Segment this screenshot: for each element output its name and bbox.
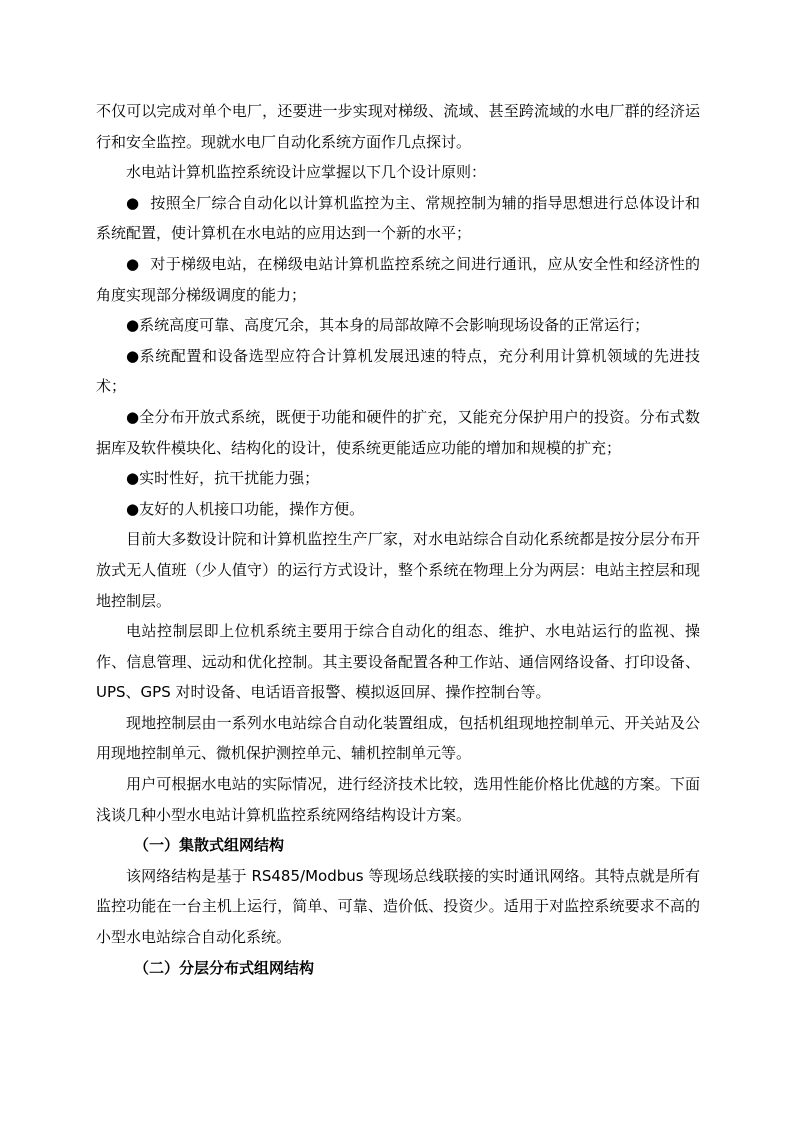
bullet-text: 按照全厂综合自动化以计算机监控为主、常规控制为辅的指导思想进行总体设计和系统配置，使计算机在水电站的应用达到一个新的水平；	[96, 193, 700, 243]
bullet-text: 系统高度可靠、高度冗余，其本身的局部故障不会影响现场设备的正常运行；	[139, 316, 650, 335]
document-page	[96, 96, 700, 983]
bullet-item-principle-7	[96, 494, 700, 525]
bullet-icon: ●	[126, 469, 140, 488]
section-heading-layered-distributed-network: （二）分层分布式组网结构	[134, 958, 315, 977]
paragraph-distributed-network: 该网络结构是基于 RS485/Modbus 等现场总线联接的实时通讯网络。其特点就是所有监控功能在一台主机上运行，简单、可靠、造价低、投资少。适用于对监控系统要求不高的小型水电站综合自动化系统。	[96, 866, 700, 947]
bullet-icon: ●	[126, 193, 140, 212]
bullet-icon: ●	[126, 346, 140, 365]
bullet-text: 实时性好，抗干扰能力强；	[139, 469, 320, 488]
bullet-item-principle-1	[96, 188, 700, 249]
section-heading-distributed-network: （一）集散式组网结构	[134, 836, 285, 855]
bullet-icon: ●	[126, 316, 140, 335]
paragraph-intro-continued: 不仅可以完成对单个电厂，还要进一步实现对梯级、流域、甚至跨流域的水电厂群的经济运行和安全监控。现就水电厂自动化系统方面作几点探讨。	[96, 102, 700, 151]
paragraph-station-control-layer: 电站控制层即上位机系统主要用于综合自动化的组态、维护、水电站运行的监视、操作、信息管理、远动和优化控制。其主要设备配置各种工作站、通信网络设备、打印设备、UPS、GPS 对时设备、电话语音报警、模拟返回屏、操作控制台等。	[96, 622, 700, 702]
bullet-item-principle-6	[96, 463, 700, 494]
paragraph-local-control-layer: 现地控制层由一系列水电站综合自动化装置组成，包括机组现地控制单元、开关站及公用现地控制单元、微机保护测控单元、辅机控制单元等。	[96, 713, 700, 763]
bullet-item-principle-3	[96, 310, 700, 341]
bullet-text: 全分布开放式系统，既便于功能和硬件的扩充，又能充分保护用户的投资。分布式数据库及软件模块化、结构化的设计，使系统更能适应功能的增加和规模的扩充；	[96, 407, 700, 457]
bullet-icon: ●	[126, 407, 140, 426]
bullet-text: 对于梯级电站，在梯级电站计算机监控系统之间进行通讯，应从安全性和经济性的角度实现部分梯级调度的能力；	[96, 254, 700, 304]
bullet-item-principle-4	[96, 341, 700, 402]
paragraph-layered-architecture: 目前大多数设计院和计算机监控生产厂家，对水电站综合自动化系统都是按分层分布开放式无人值班（少人值守）的运行方式设计，整个系统在物理上分为两层：电站主控层和现地控制层。	[96, 530, 700, 610]
paragraph-design-principles-intro: 水电站计算机监控系统设计应掌握以下几个设计原则：	[126, 163, 487, 182]
bullet-icon: ●	[126, 254, 140, 273]
bullet-text: 系统配置和设备选型应符合计算机发展迅速的特点，充分利用计算机领域的先进技术；	[96, 346, 700, 396]
bullet-item-principle-2	[96, 249, 700, 310]
bullet-icon: ●	[126, 499, 140, 518]
bullet-item-principle-5	[96, 402, 700, 463]
bullet-text: 友好的人机接口功能，操作方便。	[139, 499, 365, 518]
paragraph-scheme-selection: 用户可根据水电站的实际情况，进行经济技术比较，选用性能价格比优越的方案。下面浅谈几种小型水电站计算机监控系统网络结构设计方案。	[96, 775, 700, 824]
